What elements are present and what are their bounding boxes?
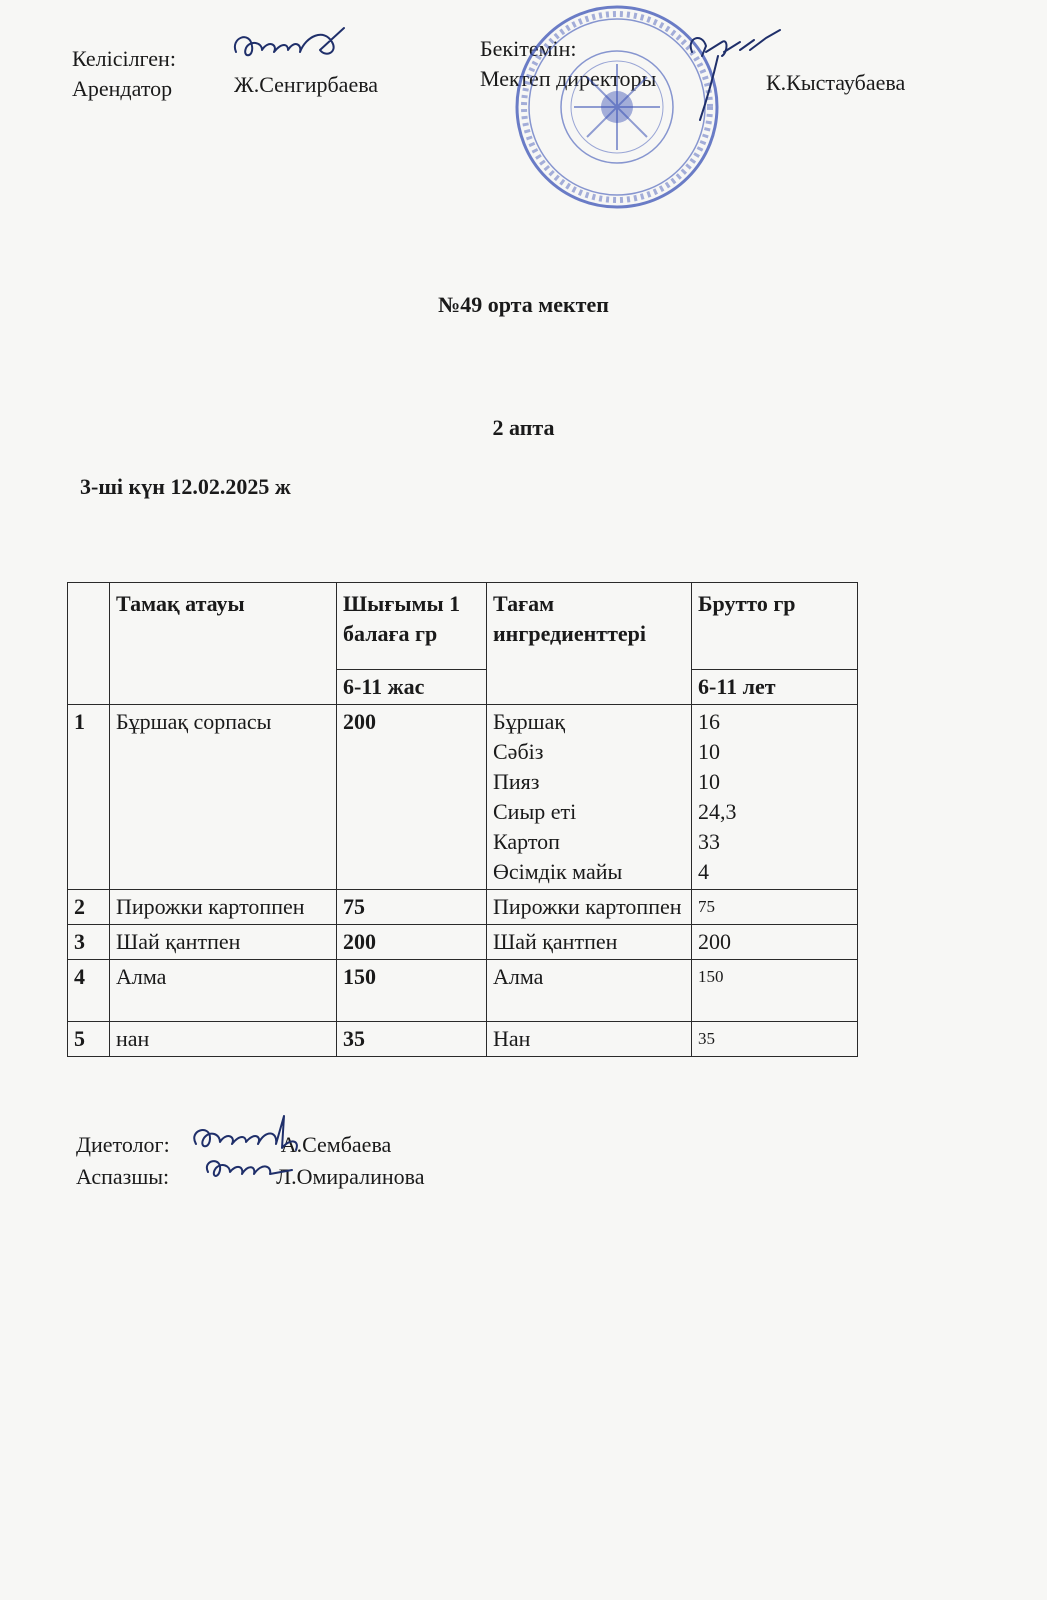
row-output: 200 [337, 705, 487, 890]
row-dish-name: Бұршақ сорпасы [110, 705, 337, 890]
row-output: 75 [337, 890, 487, 925]
row-ingredients: Нан [487, 1022, 692, 1057]
ingredient-item: Картоп [493, 829, 560, 854]
header-age-output: 6-11 жас [337, 670, 487, 705]
dietitian-name: А.Сембаева [280, 1132, 392, 1157]
row-ingredients: Пирожки картоппен [487, 890, 692, 925]
brutto-item: 10 [698, 739, 720, 764]
row-number: 4 [68, 960, 110, 1022]
right-role: Бекітемін: [480, 36, 577, 61]
row-ingredients [487, 705, 692, 890]
row-dish-name: нан [110, 1022, 337, 1057]
tenant-signature-icon [228, 18, 348, 73]
approval-left [72, 44, 176, 104]
cook-name: Л.Омиралинова [276, 1164, 425, 1189]
row-dish-name: Шай қантпен [110, 925, 337, 960]
row-number: 5 [68, 1022, 110, 1057]
school-title: №49 орта мектеп [438, 292, 609, 317]
row-brutto: 200 [692, 925, 858, 960]
dietitian-label: Диетолог: [76, 1132, 170, 1157]
right-name: К.Кыстаубаева [766, 70, 906, 95]
ingredient-item: Пияз [493, 769, 540, 794]
row-number: 1 [68, 705, 110, 890]
table-row [68, 890, 858, 925]
row-brutto [692, 705, 858, 890]
table-row [68, 1022, 858, 1057]
row-number: 3 [68, 925, 110, 960]
brutto-item: 4 [698, 859, 709, 884]
left-title: Арендатор [72, 76, 173, 101]
table-row [68, 705, 858, 890]
row-brutto: 35 [692, 1022, 858, 1057]
week-title: 2 апта [492, 415, 555, 440]
row-output: 200 [337, 925, 487, 960]
table-row [68, 960, 858, 1022]
table-row [68, 925, 858, 960]
header-output: Шығымы 1 балаға гр [337, 583, 487, 670]
day-date: 3-ші күн 12.02.2025 ж [80, 474, 291, 499]
left-role: Келісілген: [72, 46, 176, 71]
row-dish-name: Алма [110, 960, 337, 1022]
row-output: 35 [337, 1022, 487, 1057]
ingredient-item: Өсімдік майы [493, 859, 623, 884]
ingredient-item: Бұршақ [493, 709, 566, 734]
row-number: 2 [68, 890, 110, 925]
director-signature-icon [662, 12, 782, 122]
right-title: Мектеп директоры [480, 66, 657, 91]
row-dish-name: Пирожки картоппен [110, 890, 337, 925]
cook-label: Аспазшы: [76, 1164, 170, 1189]
row-ingredients: Шай қантпен [487, 925, 692, 960]
header-age-brutto: 6-11 лет [692, 670, 858, 705]
ingredient-item: Сиыр еті [493, 799, 577, 824]
header-brutto: Брутто гр [692, 583, 858, 670]
row-output: 150 [337, 960, 487, 1022]
brutto-item: 16 [698, 709, 720, 734]
cook-signature-icon [200, 1148, 296, 1188]
menu-table [67, 582, 858, 1057]
ingredient-item: Сәбіз [493, 739, 544, 764]
header-ingredients: Тағам ингредиенттері [487, 583, 692, 705]
header-row [68, 583, 858, 670]
header-number [68, 583, 110, 705]
row-brutto: 150 [692, 960, 858, 1022]
header-dish-name: Тамақ атауы [110, 583, 337, 705]
brutto-item: 33 [698, 829, 720, 854]
row-ingredients: Алма [487, 960, 692, 1022]
row-brutto: 75 [692, 890, 858, 925]
brutto-item: 10 [698, 769, 720, 794]
brutto-item: 24,3 [698, 799, 737, 824]
left-name: Ж.Сенгирбаева [234, 72, 379, 97]
